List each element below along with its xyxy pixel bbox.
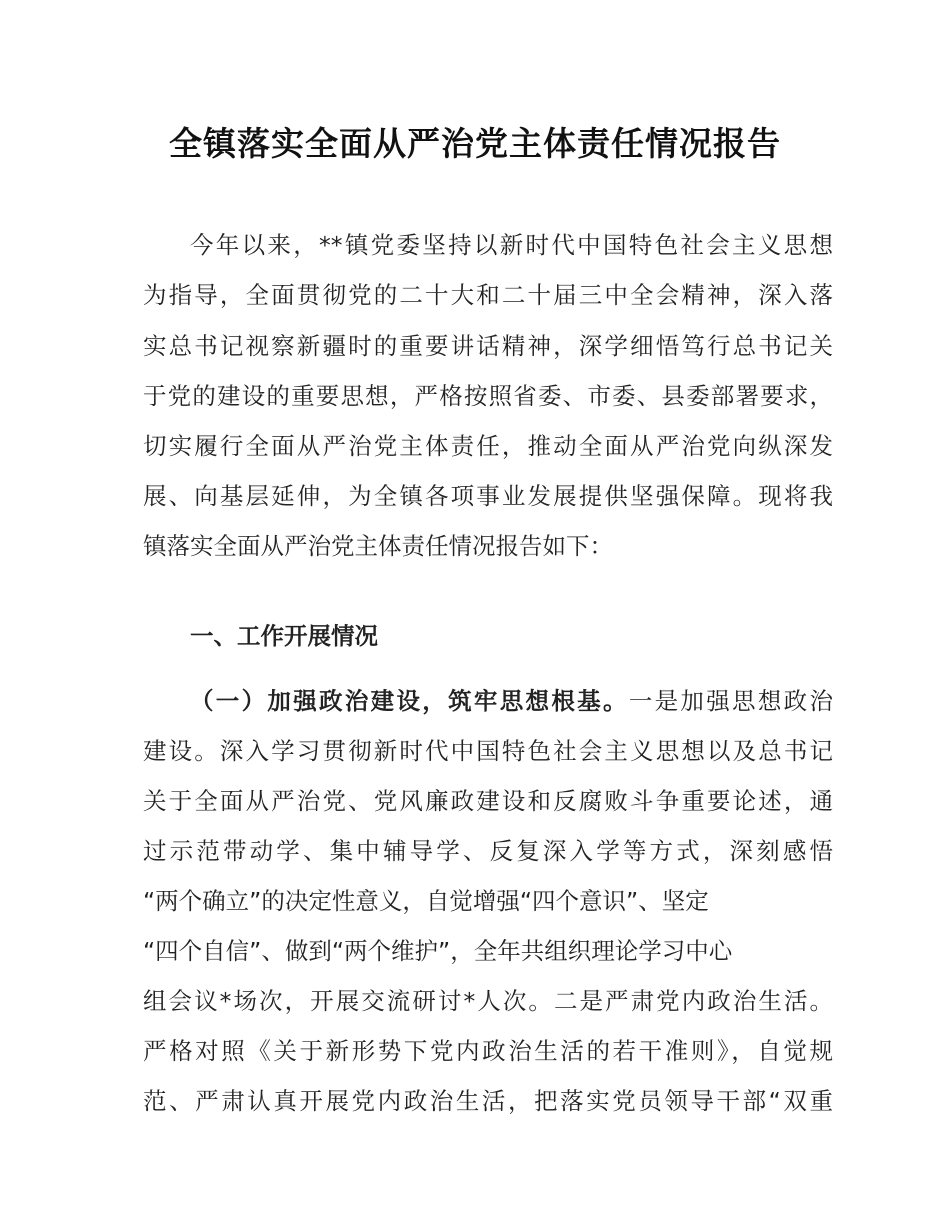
intro-line-3: 实总书记视察新疆时的重要讲话精神，深学细悟笃行总书记关 [143,332,833,360]
intro-line-5: 切实履行全面从严治党主体责任，推动全面从严治党向纵深发 [143,432,833,460]
subsection-line-4: 过示范带动学、集中辅导学、反复深入学等方式，深刻感悟 [143,837,833,865]
intro-line-4: 于党的建设的重要思想，严格按照省委、市委、县委部署要求， [143,382,833,410]
subsection-line-9: 范、严肃认真开展党内政治生活，把落实党员领导干部“双重 [143,1087,833,1115]
subsection-first-line-rest: 一是加强思想政治 [628,687,833,715]
subsection-bold-lead: （一）加强政治建设，筑牢思想根基。 [190,687,629,715]
subsection-line-6: “四个自信”、做到“两个维护”，全年共组织理论学习中心 [143,937,733,965]
subsection-line-5: “两个确立”的决定性意义，自觉增强“四个意识”、坚定 [143,887,709,915]
section-heading: 一、工作开展情况 [190,622,378,650]
subsection-first-line [143,679,833,723]
subsection-line-2: 建设。深入学习贯彻新时代中国特色社会主义思想以及总书记 [143,737,833,765]
subsection-line-3: 关于全面从严治党、党风廉政建设和反腐败斗争重要论述，通 [143,787,833,815]
intro-line-1: 今年以来，**镇党委坚持以新时代中国特色社会主义思想 [190,231,833,259]
intro-line-7: 镇落实全面从严治党主体责任情况报告如下： [143,532,613,560]
subsection-line-8: 严格对照《关于新形势下党内政治生活的若干准则》，自觉规 [143,1037,833,1065]
document-title: 全镇落实全面从严治党主体责任情况报告 [169,124,781,163]
intro-line-2: 为指导，全面贯彻党的二十大和二十届三中全会精神，深入落 [143,281,833,309]
intro-line-6: 展、向基层延伸，为全镇各项事业发展提供坚强保障。现将我 [143,482,833,510]
subsection-line-7: 组会议*场次，开展交流研讨*人次。二是严肃党内政治生活。 [143,987,833,1015]
